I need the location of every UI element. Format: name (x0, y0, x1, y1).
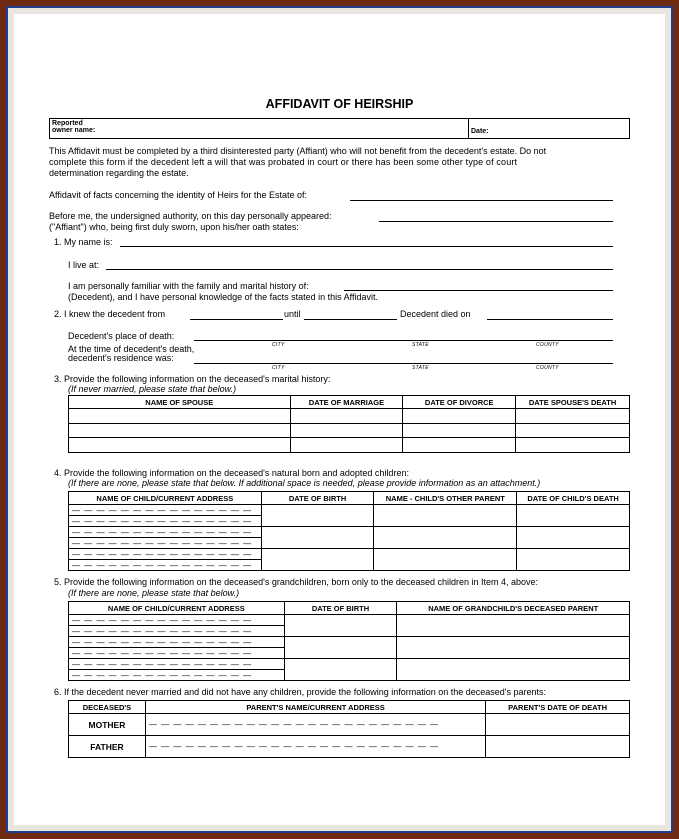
grandchild-name-field[interactable]: — — — — — — — — — — — — — — — (69, 615, 285, 626)
estate-label: Affidavit of facts concerning the identity of Heirs for the Estate of: (49, 190, 307, 200)
col-grandchild-birth: DATE OF BIRTH (284, 602, 397, 615)
intro-text: complete this form if the decedent left a will that was probated in court or there has been some other type of court (49, 157, 518, 167)
owner-name-field[interactable] (104, 120, 466, 137)
col-grandchild-name-address: NAME OF CHILD/CURRENT ADDRESS (69, 602, 285, 615)
col-parent-death: PARENT'S DATE OF DEATH (486, 701, 630, 714)
table-row (69, 637, 630, 648)
until-field[interactable] (304, 319, 397, 320)
child-name-field[interactable]: — — — — — — — — — — — — — — — (69, 527, 262, 538)
table-row (69, 438, 630, 453)
col-date-of-marriage: DATE OF MARRIAGE (290, 396, 403, 409)
col-child-other-parent: NAME - CHILD'S OTHER PARENT (374, 492, 517, 505)
owner-name-label: owner name: (52, 127, 96, 134)
decedent-name-field[interactable] (344, 290, 613, 291)
state-caption: STATE (412, 342, 429, 348)
item3-note: (If never married, please state that below.) (68, 384, 237, 394)
residence-label: decedent's residence was: (68, 353, 174, 363)
child-address-field[interactable]: — — — — — — — — — — — — — — — (69, 560, 262, 571)
col-name-of-spouse: NAME OF SPOUSE (69, 396, 291, 409)
date-field[interactable] (492, 120, 628, 137)
col-child-death: DATE OF CHILD'S DEATH (517, 492, 630, 505)
owner-box-divider (468, 118, 469, 139)
item5-heading: 5. Provide the following information on the deceased's grandchildren, born only to the deceased children in Item 4, above: (54, 577, 539, 587)
table-row (69, 615, 630, 626)
knew-from-field[interactable] (190, 319, 283, 320)
county-caption: COUNTY (536, 342, 559, 348)
spouse-table (68, 395, 630, 453)
father-name-field[interactable]: — — — — — — — — — — — — — — — — — — — — — — — — (145, 736, 485, 758)
died-on-label: Decedent died on (400, 309, 471, 319)
familiar-label: I am personally familiar with the family and marital history of: (68, 281, 309, 291)
col-deceaseds: DECEASED'S (69, 701, 146, 714)
item4-heading: 4. Provide the following information on the deceased's natural born and adopted children: (54, 468, 409, 478)
grandchild-address-field[interactable]: — — — — — — — — — — — — — — — (69, 648, 285, 659)
col-date-of-divorce: DATE OF DIVORCE (403, 396, 516, 409)
parents-table (68, 700, 630, 758)
knew-from-label: 2. I knew the decedent from (54, 309, 166, 319)
intro-text: This Affidavit must be completed by a third disinterested party (Affiant) who will not benefit from the decedent's estate. Do not (49, 146, 547, 156)
child-address-field[interactable]: — — — — — — — — — — — — — — — (69, 516, 262, 527)
col-date-spouse-death: DATE SPOUSE'S DEATH (516, 396, 630, 409)
died-on-field[interactable] (487, 319, 613, 320)
table-row (69, 736, 630, 758)
children-table (68, 491, 630, 571)
residence-label: At the time of decedent's death, (68, 344, 195, 354)
residence-field[interactable] (194, 363, 613, 364)
form-title: AFFIDAVIT OF HEIRSHIP (265, 97, 414, 111)
place-of-death-label: Decedent's place of death: (68, 331, 175, 341)
city-caption: CITY (272, 365, 285, 371)
mother-label: MOTHER (69, 714, 146, 736)
knowledge-label: (Decedent), and I have personal knowledge of the facts stated in this Affidavit. (68, 292, 379, 302)
affiant-name-field[interactable] (379, 221, 613, 222)
form-page (14, 14, 665, 825)
table-row (69, 409, 630, 424)
intro-text: determination regarding the estate. (49, 168, 189, 178)
child-name-field[interactable]: — — — — — — — — — — — — — — — (69, 549, 262, 560)
table-row (69, 714, 630, 736)
state-caption: STATE (412, 365, 429, 371)
city-caption: CITY (272, 342, 285, 348)
reported-label: Reported (52, 120, 83, 127)
live-at-label: I live at: (68, 260, 100, 270)
col-parent-name-address: PARENT'S NAME/CURRENT ADDRESS (145, 701, 485, 714)
table-row (69, 527, 630, 538)
child-name-field[interactable]: — — — — — — — — — — — — — — — (69, 505, 262, 516)
father-label: FATHER (69, 736, 146, 758)
col-child-birth: DATE OF BIRTH (261, 492, 374, 505)
item5-note: (If there are none, please state that below.) (68, 588, 240, 598)
grandchild-address-field[interactable]: — — — — — — — — — — — — — — — (69, 626, 285, 637)
my-name-label: 1. My name is: (54, 237, 113, 247)
grandchildren-table (68, 601, 630, 681)
affiant-oath-label: ("Affiant") who, being first duly sworn, upon his/her oath states: (49, 222, 299, 232)
county-caption: COUNTY (536, 365, 559, 371)
item3-heading: 3. Provide the following information on the deceased's marital history: (54, 374, 331, 384)
table-row (69, 423, 630, 438)
item4-note: (If there are none, please state that below. If additional space is needed, please provide information as an attachment.) (68, 478, 541, 488)
col-child-name-address: NAME OF CHILD/CURRENT ADDRESS (69, 492, 262, 505)
col-grandchild-deceased-parent: NAME OF GRANDCHILD'S DECEASED PARENT (397, 602, 630, 615)
mother-name-field[interactable]: — — — — — — — — — — — — — — — — — — — — — — — — (145, 714, 485, 736)
live-at-field[interactable] (106, 269, 613, 270)
grandchild-name-field[interactable]: — — — — — — — — — — — — — — — (69, 659, 285, 670)
child-address-field[interactable]: — — — — — — — — — — — — — — — (69, 538, 262, 549)
until-label: until (284, 309, 301, 319)
grandchild-name-field[interactable]: — — — — — — — — — — — — — — — (69, 637, 285, 648)
table-row (69, 659, 630, 670)
table-row (69, 505, 630, 516)
table-row (69, 549, 630, 560)
place-of-death-field[interactable] (194, 340, 613, 341)
before-me-label: Before me, the undersigned authority, on this day personally appeared: (49, 211, 332, 221)
date-label: Date: (471, 128, 489, 135)
my-name-field[interactable] (120, 246, 613, 247)
grandchild-address-field[interactable]: — — — — — — — — — — — — — — — (69, 670, 285, 681)
estate-name-field[interactable] (350, 200, 613, 201)
item6-heading: 6. If the decedent never married and did not have any children, provide the following information on the deceased's parents: (54, 687, 547, 697)
